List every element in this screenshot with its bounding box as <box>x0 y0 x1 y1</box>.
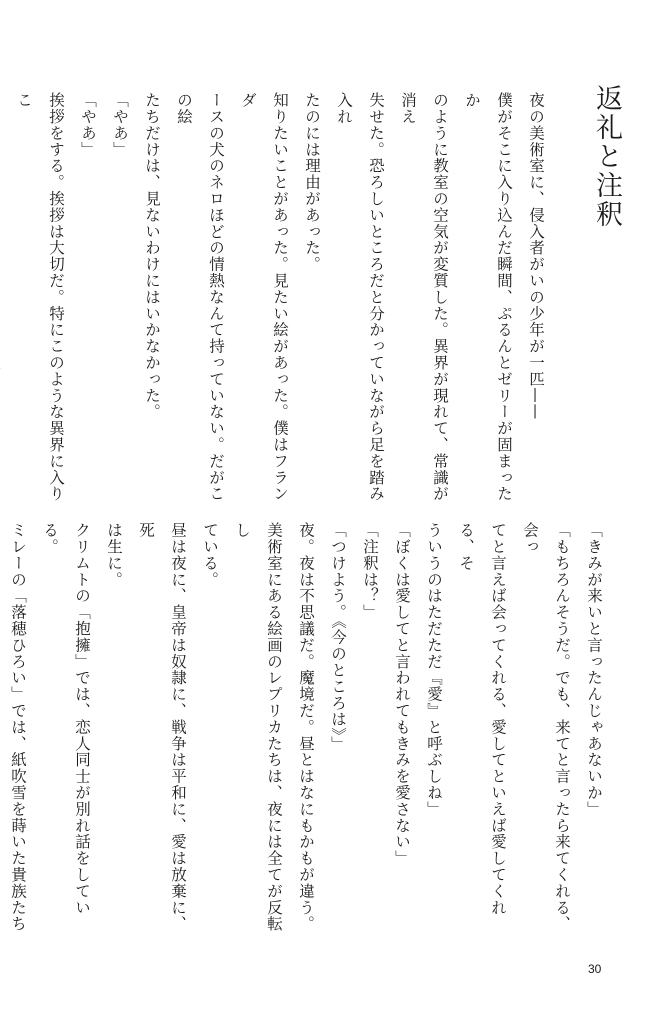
text-line: クリムトの「抱擁」では、恋人同士が別れ話をしている。 <box>41 522 91 916</box>
text-line <box>0 92 8 507</box>
text-line: たちだけは、見ないわけにはいかなかった。 <box>143 92 161 420</box>
chapter-title: 返礼と注釈 <box>591 84 622 229</box>
text-line: 「もちろんそうだ。でも、来てと言ったら来てくれる、会っ <box>521 522 571 932</box>
text-line: は生に。 <box>105 522 123 588</box>
page-number: 30 <box>588 962 602 976</box>
text-line: ースの犬のネロほどの情熱なんて持っていない。だがこの絵 <box>175 92 225 502</box>
upper-text-block <box>15 92 552 507</box>
text-line: のように教室の空気が変質した。異界が現れて、常識が消え <box>399 92 449 502</box>
text-line: 「ぼくは愛してと言われてもきみを愛さない」 <box>393 522 411 867</box>
text-line: 「つけよう。《今のところは》」 <box>329 522 347 753</box>
text-line: てと言えば会ってくれる、愛してといえば愛してくれる、そ <box>457 522 507 916</box>
lower-text-block <box>9 522 610 937</box>
text-line: 失せた。恐ろしいところだと分かっていながら足を踏み入れ <box>335 92 385 502</box>
text-line: 「注釈は？」 <box>361 522 379 621</box>
text-line: 昼は夜に、皇帝は奴隷に、戦争は平和に、愛は放棄に、死 <box>137 522 187 932</box>
text-line: たのには理由があった。 <box>303 92 321 273</box>
text-line: 僕がそこに入り込んだ瞬間、ぷるんとゼリーが固まったか <box>463 92 513 502</box>
text-line: 「やあ」 <box>79 92 97 158</box>
text-line: 「やあ」 <box>111 92 129 158</box>
text-line: 「きみが来いと言ったんじゃあないか」 <box>585 522 603 818</box>
text-line: 知りたいことがあった。見たい絵があった。僕はフランダ <box>239 92 289 502</box>
text-line: ている。 <box>201 522 219 588</box>
text-line: 夜の美術室に、侵入者がいの少年が一匹—— <box>527 92 545 420</box>
text-line: ミレーの「落穂ひろい」では、紙吹雪を蒔いた貴族たち <box>9 522 27 932</box>
text-line: 夜。夜は不思議だ。魔境だ。昼とはなにもかもが違う。 <box>297 522 315 932</box>
text-line: 美術室にある絵画のレプリカたちは、夜には全てが反転し <box>233 522 283 932</box>
text-line: 挨拶をする。挨拶は大切だ。特にこのような異界に入りこ <box>15 92 65 502</box>
text-line: ういうのはただただ『愛』と呼ぶしね」 <box>425 522 443 818</box>
